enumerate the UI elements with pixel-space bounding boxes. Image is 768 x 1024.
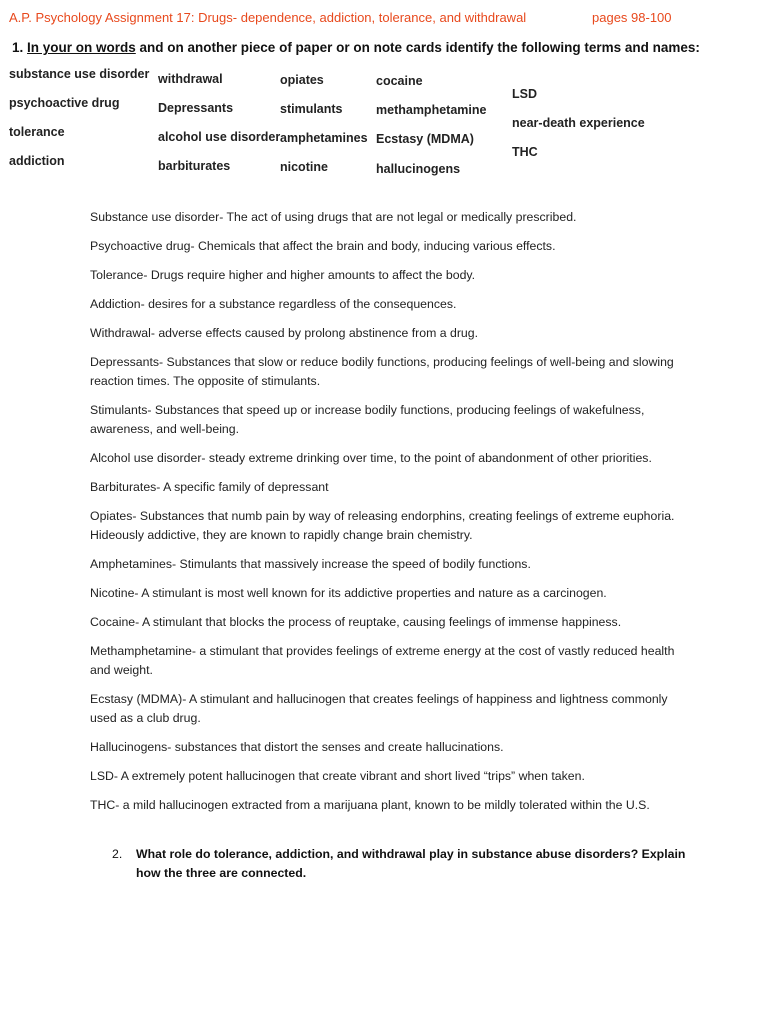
definition-item: Opiates- Substances that numb pain by way of releasing endorphins, creating feelings of extreme euphoria. Hideously addictive, they are known to rapidly change brain chemistry. <box>90 509 675 542</box>
term-item: Depressants <box>158 101 234 115</box>
question-1-underlined-text: In your on words <box>27 40 136 55</box>
question-1-text: and on another piece of paper or on note cards identify the following terms and names: <box>135 40 700 55</box>
term-item: cocaine <box>376 74 423 88</box>
definition-item: Ecstasy (MDMA)- A stimulant and hallucinogen that creates feelings of happiness and lightness commonly used as a club drug. <box>90 692 668 725</box>
definitions-list <box>90 208 690 825</box>
terms-list <box>0 0 768 200</box>
term-item: LSD <box>512 87 537 101</box>
term-item: amphetamines <box>280 131 368 145</box>
definition-item: Withdrawal- adverse effects caused by prolong abstinence from a drug. <box>90 326 479 340</box>
definition-item: Addiction- desires for a substance regardless of the consequences. <box>90 297 457 311</box>
definition-item: Depressants- Substances that slow or reduce bodily functions, producing feelings of well-being and slowing reaction times. The opposite of stimulants. <box>90 355 674 388</box>
term-item: near-death experience <box>512 116 645 130</box>
definition-item: Stimulants- Substances that speed up or increase bodily functions, producing feelings of wakefulness, awareness, and well-being. <box>90 403 645 436</box>
term-item: hallucinogens <box>376 162 461 176</box>
question-2-text: What role do tolerance, addiction, and withdrawal play in substance abuse disorders? Explain how the three are connected. <box>136 847 686 880</box>
definition-item: Amphetamines- Stimulants that massively increase the speed of bodily functions. <box>90 557 531 571</box>
term-item: stimulants <box>280 102 343 116</box>
definition-item: Methamphetamine- a stimulant that provides feelings of extreme energy at the cost of vastly reduced health and weight. <box>90 644 675 677</box>
term-item: alcohol use disorder <box>158 130 281 144</box>
question-1-number: 1. <box>12 40 24 55</box>
definition-item: Psychoactive drug- Chemicals that affect the brain and body, inducing various effects. <box>90 239 556 253</box>
term-item: substance use disorder <box>9 67 150 81</box>
term-item: tolerance <box>9 125 65 139</box>
definition-item: Cocaine- A stimulant that blocks the process of reuptake, causing feelings of immense happiness. <box>90 615 622 629</box>
term-item: methamphetamine <box>376 103 487 117</box>
definition-item: Tolerance- Drugs require higher and higher amounts to affect the body. <box>90 268 476 282</box>
definition-item: LSD- A extremely potent hallucinogen that create vibrant and short lived “trips” when taken. <box>90 769 585 783</box>
term-item: opiates <box>280 73 324 87</box>
assignment-title-text: A.P. Psychology Assignment 17: Drugs- dependence, addiction, tolerance, and withdrawal <box>9 10 527 25</box>
question-2 <box>112 845 702 883</box>
definition-item: Barbiturates- A specific family of depressant <box>90 480 329 494</box>
term-item: Ecstasy (MDMA) <box>376 132 474 146</box>
page-range: pages 98-100 <box>592 10 672 25</box>
question-2-number: 2. <box>112 847 123 861</box>
term-item: withdrawal <box>158 72 223 86</box>
definition-item: Alcohol use disorder- steady extreme drinking over time, to the point of abandonment of other priorities. <box>90 451 652 465</box>
definition-item: Nicotine- A stimulant is most well known for its addictive properties and nature as a carcinogen. <box>90 586 607 600</box>
term-item: addiction <box>9 154 65 168</box>
term-item: nicotine <box>280 160 328 174</box>
term-item: barbiturates <box>158 159 231 173</box>
term-item: psychoactive drug <box>9 96 120 110</box>
term-item: THC <box>512 145 538 159</box>
definition-item: Hallucinogens- substances that distort the senses and create hallucinations. <box>90 740 504 754</box>
definition-item: Substance use disorder- The act of using drugs that are not legal or medically prescribed. <box>90 210 577 224</box>
definition-item: THC- a mild hallucinogen extracted from a marijuana plant, known to be mildly tolerated within the U.S. <box>90 798 650 812</box>
